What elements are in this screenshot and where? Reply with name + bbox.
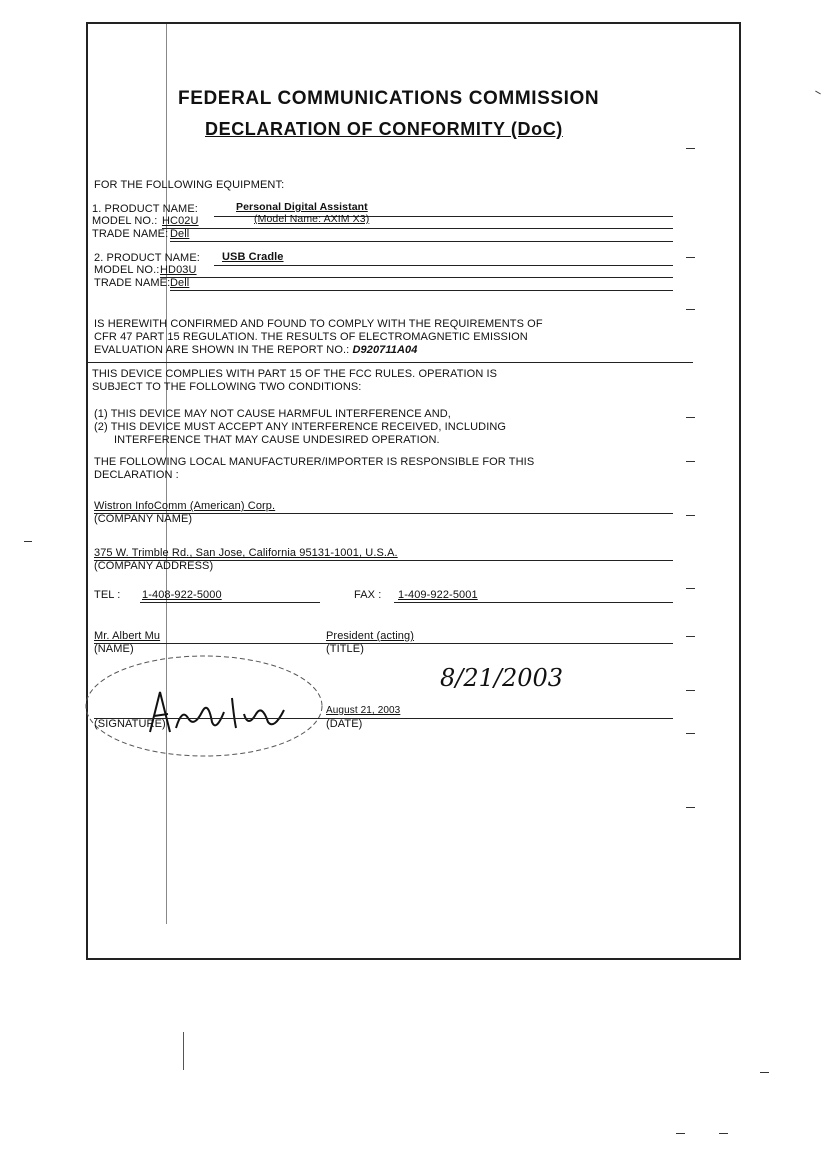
- scan-mark: [719, 1133, 728, 1134]
- product1-name-label: 1. PRODUCT NAME:: [92, 203, 198, 215]
- company-address-label: (COMPANY ADDRESS): [94, 560, 214, 572]
- product1-model-note: (Model Name: AXIM X3): [254, 213, 370, 225]
- compliance-line3: [94, 344, 418, 356]
- fax-line: [394, 602, 673, 603]
- product2-model-line: [160, 277, 673, 278]
- signature-label: (SIGNATURE): [94, 718, 166, 730]
- product1-model-label: MODEL NO.:: [92, 215, 158, 227]
- product1-trade-label: TRADE NAME:: [92, 228, 169, 240]
- responsible-line2: DECLARATION :: [94, 469, 179, 481]
- product1-trade-value: Dell: [170, 228, 190, 240]
- product2-trade-line: [170, 290, 673, 291]
- section-divider: [88, 362, 693, 363]
- company-name-label: (COMPANY NAME): [94, 513, 193, 525]
- date-value: August 21, 2003: [326, 705, 401, 716]
- margin-tick: [686, 515, 695, 516]
- scan-mark: [676, 1133, 685, 1134]
- margin-tick: [686, 461, 695, 462]
- margin-tick: [686, 588, 695, 589]
- signature-mark: [84, 648, 324, 760]
- fax-value: 1-409-922-5001: [398, 589, 478, 601]
- signer-name-label: (NAME): [94, 643, 134, 655]
- margin-tick: [686, 690, 695, 691]
- product2-name-label: 2. PRODUCT NAME:: [94, 252, 200, 264]
- margin-tick: [686, 807, 695, 808]
- signer-name: Mr. Albert Mu: [94, 630, 161, 642]
- compliance-line3-text: EVALUATION ARE SHOWN IN THE REPORT NO.:: [94, 344, 350, 356]
- product2-trade-value: Dell: [170, 277, 190, 289]
- document-subtitle: DECLARATION OF CONFORMITY (DoC): [205, 119, 563, 139]
- condition-2-continued: INTERFERENCE THAT MAY CAUSE UNDESIRED OPERATION.: [114, 434, 440, 446]
- condition-2: (2) THIS DEVICE MUST ACCEPT ANY INTERFERENCE RECEIVED, INCLUDING: [94, 421, 507, 433]
- condition-1: (1) THIS DEVICE MAY NOT CAUSE HARMFUL INTERFERENCE AND,: [94, 408, 451, 420]
- product1-model-line: [162, 228, 673, 229]
- tel-value: 1-408-922-5000: [142, 589, 222, 601]
- product1-name-value: Personal Digital Assistant: [236, 201, 368, 213]
- scan-mark: [183, 1032, 184, 1070]
- fax-label: FAX :: [354, 589, 382, 601]
- tel-line: [140, 602, 320, 603]
- product2-trade-label: TRADE NAME:: [94, 277, 171, 289]
- company-address: 375 W. Trimble Rd., San Jose, California 95131-1001, U.S.A.: [94, 547, 398, 559]
- scan-mark: [815, 91, 821, 95]
- product2-model-label: MODEL NO.:: [94, 264, 160, 276]
- responsible-line1: THE FOLLOWING LOCAL MANUFACTURER/IMPORTER IS RESPONSIBLE FOR THIS: [94, 456, 535, 468]
- product2-name-value: USB Cradle: [222, 251, 284, 263]
- margin-tick: [686, 636, 695, 637]
- compliance-line1: IS HEREWITH CONFIRMED AND FOUND TO COMPLY WITH THE REQUIREMENTS OF: [94, 318, 543, 330]
- margin-tick: [686, 148, 695, 149]
- signer-name-line: [94, 643, 673, 644]
- signer-title: President (acting): [326, 630, 415, 642]
- rules-line2: SUBJECT TO THE FOLLOWING TWO CONDITIONS:: [92, 381, 362, 393]
- scan-mark: [24, 541, 32, 542]
- declaration-document: [86, 22, 741, 960]
- product1-trade-line: [170, 241, 673, 242]
- equipment-heading: FOR THE FOLLOWING EQUIPMENT:: [94, 179, 285, 191]
- tel-label: TEL :: [94, 589, 121, 601]
- handwritten-date: 8/21/2003: [440, 664, 564, 692]
- margin-tick: [686, 417, 695, 418]
- margin-tick: [686, 257, 695, 258]
- compliance-line2: CFR 47 PART 15 REGULATION. THE RESULTS OF ELECTROMAGNETIC EMISSION: [94, 331, 528, 343]
- company-name: Wistron InfoComm (American) Corp.: [94, 500, 276, 512]
- product2-model-value: HD03U: [160, 264, 197, 276]
- margin-tick: [686, 733, 695, 734]
- product2-name-line: [214, 265, 673, 266]
- margin-tick: [686, 309, 695, 310]
- report-number: D920711A04: [352, 344, 418, 356]
- signer-title-label: (TITLE): [326, 643, 364, 655]
- document-title: FEDERAL COMMUNICATIONS COMMISSION: [178, 88, 600, 109]
- scan-mark: [760, 1072, 769, 1073]
- product1-model-value: HC02U: [162, 215, 199, 227]
- date-label: (DATE): [326, 718, 363, 730]
- signature-line: [94, 718, 673, 719]
- rules-line1: THIS DEVICE COMPLIES WITH PART 15 OF THE FCC RULES. OPERATION IS: [92, 368, 498, 380]
